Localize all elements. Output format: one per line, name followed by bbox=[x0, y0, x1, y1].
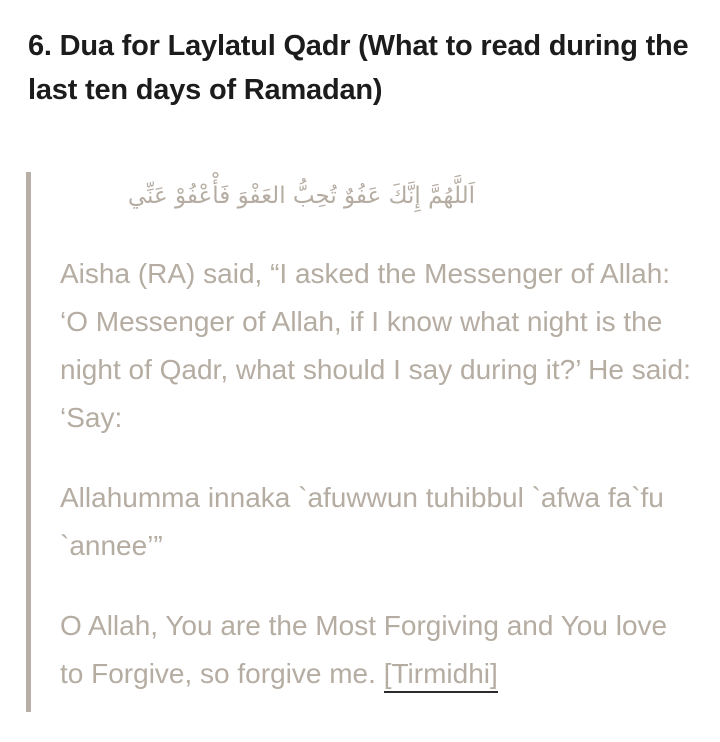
narration-text: Aisha (RA) said, “I asked the Messenger of Allah: ‘O Messenger of Allah, if I know what night is the night of Qadr, what should I say during it?’ He said: ‘Say: bbox=[60, 258, 691, 433]
section-heading: 6. Dua for Laylatul Qadr (What to read during the last ten days of Ramadan) bbox=[28, 30, 689, 106]
translation-paragraph bbox=[60, 602, 696, 698]
tirmidhi-citation-link[interactable]: [Tirmidhi] bbox=[384, 658, 498, 693]
dua-blockquote bbox=[26, 172, 696, 712]
arabic-dua-text: اَللَّهُمَّ إِنَّكَ عَفُوٌ تُحِبُّ العَفْوَ فَأْعْفُوْ عَنِّي bbox=[127, 183, 475, 209]
translation-text: O Allah, You are the Most Forgiving and You love to Forgive, so forgive me. bbox=[60, 610, 668, 689]
transliteration-text: Allahumma innaka `afuwwun tuhibbul `afwa fa`fu `annee’” bbox=[60, 482, 664, 561]
